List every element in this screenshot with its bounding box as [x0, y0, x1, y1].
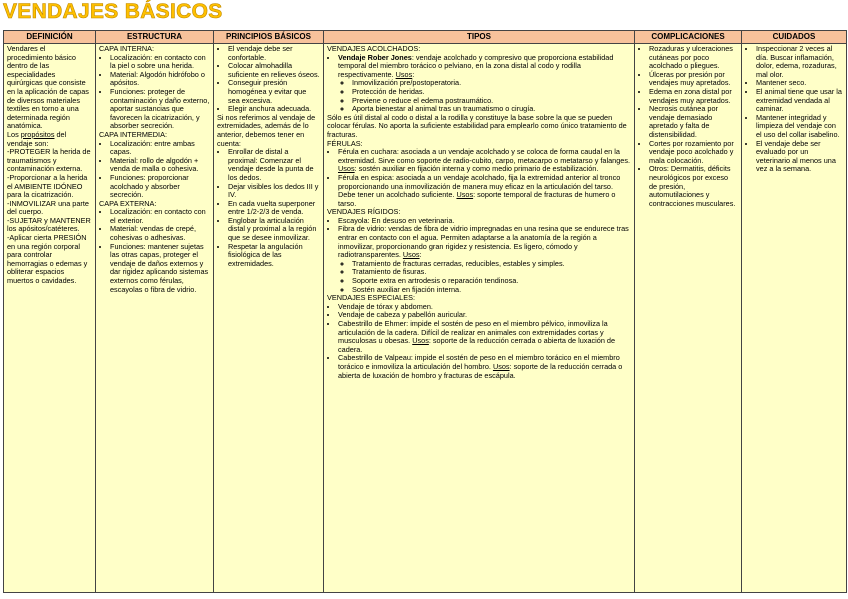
- list-item: ◦ Protección de heridas.: [352, 88, 631, 97]
- list-item: ◦ Tratamiento de fracturas cerradas, reducibles, estables y simples.: [352, 260, 631, 269]
- rigidos-title: VENDAJES RÍGIDOS:: [327, 207, 401, 217]
- list-item: • Funciones: mantener sujetas las otras capas, proteger el vendaje de daños externos y dar rigidez aplicando sistemas externos como férulas, escayolas o fibra de vidrio.: [110, 243, 210, 295]
- list-item: • Cortes por rozamiento por vendaje poco acolchado y mala colocación.: [649, 140, 738, 166]
- usos-label: Usos: [395, 69, 413, 79]
- complicaciones-list: [638, 45, 738, 208]
- fibra-usos-list: [338, 260, 631, 294]
- list-item: • El animal tiene que usar la extremidad vendada al caminar.: [756, 88, 843, 114]
- vendajes-table: [3, 30, 847, 593]
- list-item: • Funciones: proteger de contaminación y daño externo, aportar sustancias que favorecen la cicatrización, y absorber secreción.: [110, 88, 210, 131]
- list-item: • Férula en cuchara: asociada a un vendaje acolchado y se coloca de forma caudal en la extremidad. Sirve como soporte de radio-cubito, carpo, metacarpo o metatarso y falanges. Usos: sostén auxiliar en fijación interna y como medio primario de estabilización.: [338, 148, 631, 174]
- list-item: • Localización: en contacto con la piel o sobre una herida.: [110, 54, 210, 71]
- list-item: • Mantener seco.: [756, 79, 843, 88]
- list-item: • Localización: en contacto con el exterior.: [110, 208, 210, 225]
- list-item: • En cada vuelta superponer entre 1/2-2/3 de venda.: [228, 200, 320, 217]
- cell-principios: [214, 44, 324, 593]
- principios-ext-list: [217, 148, 320, 268]
- definicion-item: -PROTEGER la herida de traumatismos y contaminación externa.: [7, 147, 91, 174]
- cell-estructura: [96, 44, 214, 593]
- list-item: • Respetar la angulación fisiológica de las extremidades.: [228, 243, 320, 269]
- list-item: • Dejar visibles los dedos III y IV.: [228, 183, 320, 200]
- cell-cuidados: [742, 44, 847, 593]
- list-item: • Funciones: proporcionar acolchado y absorber secreción.: [110, 174, 210, 200]
- list-item: • Edema en zona distal por vendajes muy apretados.: [649, 88, 738, 105]
- acolchados-list: [327, 54, 631, 114]
- list-item: • Cabestrillo de Valpeau: impide el sostén de peso en el miembro torácico en el miembro torácico e inmoviliza la articulación del hombro. Usos: soporte de la reducción cerrada o abierta de luxación de hombro y fracturas de escápula.: [338, 354, 631, 380]
- list-item: • Conseguir presión homogénea y evitar que sea excesiva.: [228, 79, 320, 105]
- list-item: • Escayola: En desuso en veterinaria.: [338, 217, 631, 226]
- capa-intermedia-list: [99, 140, 210, 200]
- list-item: • Férula en espica: asociada a un vendaje acolchado, fija la extremidad anterior al tronco proporcionando una inmovilización de manera muy eficaz en la articulación del tarso. Debe tener un acolchado suficiente. Usos: soporte temporal de fracturas de humero o tarso.: [338, 174, 631, 208]
- list-item: • Vendaje de cabeza y pabellón auricular.: [338, 311, 631, 320]
- solo-util-text: Sólo es útil distal al codo o distal a la rodilla y constituye la base sobre la que se pueden colocar férulas. No aporta la suficiente estabilidad para emplearlo como único tratamiento de fracturas.: [327, 112, 627, 139]
- ferulas-title: FÉRULAS:: [327, 138, 363, 148]
- definicion-item: -Proporcionar a la herida el AMBIENTE IDÓNEO para la cicatrización.: [7, 172, 88, 200]
- list-item: • Material: vendas de crepé, cohesivas o adhesivas.: [110, 225, 210, 242]
- list-item: ◦ Inmovilización pre/postoperatoria.: [352, 79, 631, 88]
- usos-label: Usos: [338, 164, 355, 174]
- definicion-item: -SUJETAR y MANTENER los apósitos/catéteres.: [7, 215, 91, 234]
- list-item: • Fibra de vidrio: vendas de fibra de vidrio impregnadas en una resina que se endurece tras entrar en contacto con el agua. Permiten adaptarse a la anatomía de la región a inmovilizar, proporcionando gran rigidez y resistencia. Es ligero, cómodo y radiotransparentes. Usos: ◦ Tratamiento de fracturas cerradas, reducibles, estables y simples. ◦ Tratamiento de fisuras. ◦ Soporte extra en artrodesis o reparación tendinosa. ◦ Sostén auxiliar en fijación interna.: [338, 225, 631, 294]
- header-principios: PRINCIPIOS BÁSICOS: [214, 31, 324, 44]
- rigidos-list: [327, 217, 631, 294]
- propositos-underlined: propósitos: [20, 129, 55, 139]
- header-complicaciones: COMPLICACIONES: [635, 31, 742, 44]
- usos-label: Usos: [456, 190, 474, 200]
- capa-interna-title: CAPA INTERNA:: [99, 44, 155, 53]
- list-item: ◦ Aporta bienestar al animal tras un traumatismo o cirugía.: [352, 105, 631, 114]
- header-cuidados: CUIDADOS: [742, 31, 847, 44]
- acolchados-title: VENDAJES ACOLCHADOS:: [327, 44, 421, 53]
- list-item: • Localización: entre ambas capas.: [110, 140, 210, 157]
- list-item: • Mantener integridad y limpieza del vendaje con el uso del collar isabelino.: [756, 114, 843, 140]
- usos-label: Usos: [492, 361, 510, 371]
- list-item: • Elegir anchura adecuada.: [228, 105, 320, 114]
- list-item: • Cabestrillo de Ehmer: impide el sostén de peso en el miembro pélvico, inmoviliza la articulación de la cadera. Difícil de realizar en animales con extremidades cortas y musculosas u obesas. Usos: soporte de la reducción cerrada o abierta de luxación de cadera.: [338, 320, 631, 354]
- principios-list: [217, 45, 320, 114]
- list-item: • Inspeccionar 2 veces al día. Buscar inflamación, dolor, edema, rozaduras, mal olor.: [756, 45, 843, 79]
- header-definicion: DEFINICIÓN: [4, 31, 96, 44]
- list-item: • Rozaduras y ulceraciones cutáneas por poco acolchado o pliegues.: [649, 45, 738, 71]
- list-item: • El vendaje debe ser confortable.: [228, 45, 320, 62]
- ferulas-list: [327, 148, 631, 208]
- principios-extremidades: Si nos referimos al vendaje de extremidades, además de lo anterior, debemos tener en cuenta:: [217, 112, 316, 148]
- cell-definicion: [4, 44, 96, 593]
- list-item: • Vendaje Rober Jones: vendaje acolchado y compresivo que proporciona estabilidad temporal del miembro torácico o pelviano, en la zona distal al codo y rodilla respectivamente. Usos: ◦ Inmovilización pre/postoperatoria. ◦ Protección de heridas. ◦ Previene o reduce el edema postraumático. ◦ Aporta bienestar al animal tras un traumatismo o cirugía.: [338, 54, 631, 114]
- list-item: • Vendaje de tórax y abdomen.: [338, 303, 631, 312]
- definicion-intro: Vendares el procedimiento básico dentro de las especialidades quirúrgicas que consiste en la aplicación de capas de diversos materiales textiles en torno a una determinada región anatómica.: [7, 44, 89, 131]
- list-item: • Material: Algodón hidrófobo o apósitos.: [110, 71, 210, 88]
- list-item: • Otros: Dermatitis, déficits neurológicos por exceso de presión, automutilaciones y contracciones musculares.: [649, 165, 738, 208]
- list-item: ◦ Soporte extra en artrodesis o reparación tendinosa.: [352, 277, 631, 286]
- list-item: • Colocar almohadilla suficiente en relieves óseos.: [228, 62, 320, 79]
- header-estructura: ESTRUCTURA: [96, 31, 214, 44]
- definicion-item: -Aplicar cierta PRESIÓN en una región corporal para controlar hemorragias o edemas y obliterar espacios muertos o cavidades.: [7, 233, 88, 286]
- especiales-list: [327, 303, 631, 380]
- content-row: [4, 44, 847, 593]
- list-item: ◦ Sostén auxiliar en fijación interna.: [352, 286, 631, 295]
- definicion-propositos: Los propósitos del vendaje son:: [7, 129, 67, 148]
- usos-label: Usos: [412, 336, 429, 346]
- cell-complicaciones: [635, 44, 742, 593]
- capa-externa-list: [99, 208, 210, 294]
- header-tipos: TIPOS: [324, 31, 635, 44]
- list-item: • Necrosis cutánea por vendaje demasiado apretado y falta de distensibilidad.: [649, 105, 738, 139]
- robert-jones-name: Vendaje Rober Jones: [338, 52, 412, 62]
- especiales-title: VENDAJES ESPECIALES:: [327, 293, 416, 303]
- list-item: ◦ Previene o reduce el edema postraumático.: [352, 97, 631, 106]
- capa-interna-list: [99, 54, 210, 131]
- cuidados-list: [745, 45, 843, 174]
- list-item: • Úlceras por presión por vendajes muy apretados.: [649, 71, 738, 88]
- capa-externa-title: CAPA EXTERNA:: [99, 198, 157, 208]
- list-item: ◦ Tratamiento de fisuras.: [352, 268, 631, 277]
- capa-intermedia-title: CAPA INTERMEDIA:: [99, 129, 167, 139]
- cell-tipos: [324, 44, 635, 593]
- list-item: • Enrollar de distal a proximal: Comenzar el vendaje desde la punta de los dedos.: [228, 148, 320, 182]
- list-item: • Englobar la articulación distal y proximal a la región que se desee inmovilizar.: [228, 217, 320, 243]
- usos-label: Usos: [402, 250, 420, 260]
- list-item: • Material: rollo de algodón + venda de malla o cohesiva.: [110, 157, 210, 174]
- page-title: VENDAJES BÁSICOS: [3, 0, 223, 23]
- header-row: [4, 31, 847, 44]
- list-item: • El vendaje debe ser evaluado por un veterinario al menos una vez a la semana.: [756, 140, 843, 174]
- robert-usos-list: [338, 79, 631, 113]
- definicion-item: -INMOVILIZAR una parte del cuerpo.: [7, 198, 89, 217]
